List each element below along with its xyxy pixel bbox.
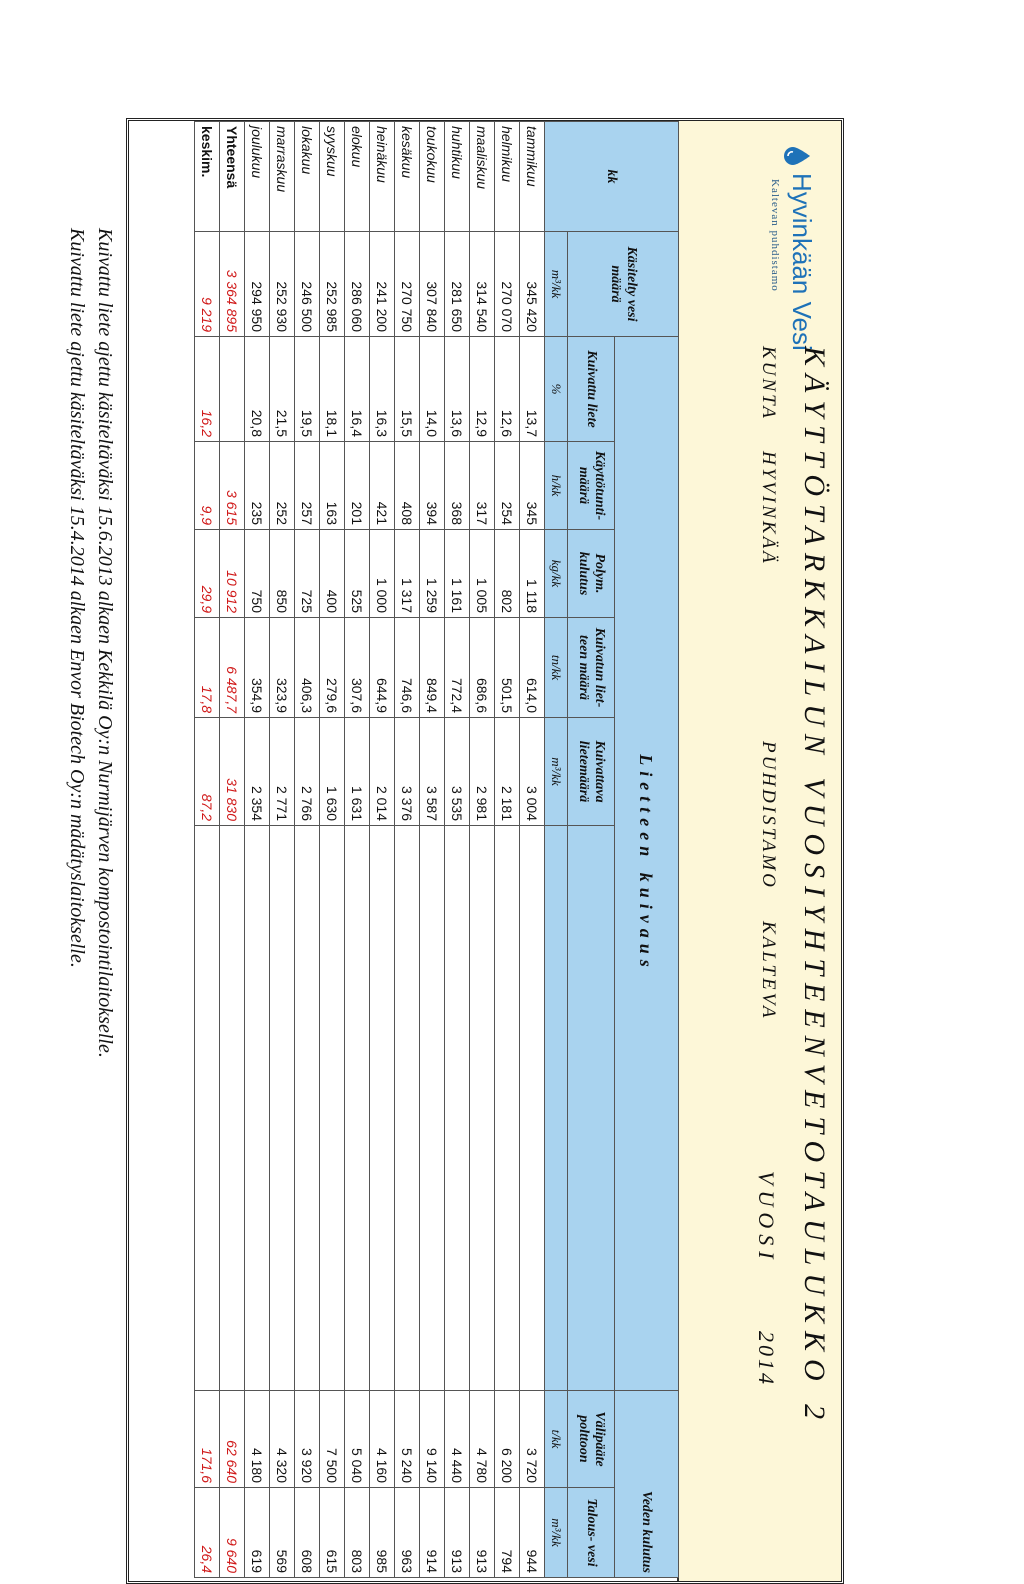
cell-kk: kesäkuu <box>395 122 420 232</box>
cell-kuivmaa: 31 830 <box>220 718 245 826</box>
cell-kuivmaa: 3 535 <box>445 718 470 826</box>
cell-kuivlie: 17,8 <box>195 618 220 718</box>
cell-vesi: 286 060 <box>345 232 370 337</box>
kunta-label: KUNTA <box>758 346 779 421</box>
cell-polym: 29,9 <box>195 530 220 618</box>
cell-kaytto: 235 <box>245 442 270 530</box>
cell-empty <box>520 826 545 1391</box>
table-row <box>445 122 470 1578</box>
cell-polym: 10 912 <box>220 530 245 618</box>
cell-kuivlie: 6 487,7 <box>220 618 245 718</box>
unit-kuivmaa: m³/kk <box>545 718 568 826</box>
table-row <box>495 122 520 1578</box>
cell-polym: 1 118 <box>520 530 545 618</box>
cell-vesi: 270 070 <box>495 232 520 337</box>
cell-empty <box>320 826 345 1391</box>
cell-valipaa: 7 500 <box>320 1391 345 1488</box>
cell-polym: 750 <box>245 530 270 618</box>
cell-kuivmaa: 2 354 <box>245 718 270 826</box>
cell-talous: 619 <box>245 1488 270 1578</box>
cell-valipaa: 3 720 <box>520 1391 545 1488</box>
col-header-kuivattu: Kuivattu liete <box>568 337 615 442</box>
cell-valipaa: 4 180 <box>245 1391 270 1488</box>
cell-empty <box>470 826 495 1391</box>
total-row <box>220 122 245 1578</box>
cell-talous: 569 <box>270 1488 295 1578</box>
cell-polym: 1 161 <box>445 530 470 618</box>
table-row <box>320 122 345 1578</box>
cell-kaytto: 421 <box>370 442 395 530</box>
cell-empty <box>245 826 270 1391</box>
unit-kuivattu: % <box>545 337 568 442</box>
cell-vesi: 345 420 <box>520 232 545 337</box>
cell-kk: lokakuu <box>295 122 320 232</box>
cell-talous: 985 <box>370 1488 395 1578</box>
table-row <box>345 122 370 1578</box>
cell-kk: Yhteensä <box>220 122 245 232</box>
cell-kaytto: 394 <box>420 442 445 530</box>
cell-vesi: 241 200 <box>370 232 395 337</box>
group-header-liete: Lietteen kuivaus <box>614 337 678 1391</box>
cell-empty <box>295 826 320 1391</box>
cell-kuivlie: 354,9 <box>245 618 270 718</box>
cell-vesi: 246 500 <box>295 232 320 337</box>
cell-vesi: 281 650 <box>445 232 470 337</box>
table-body <box>195 122 545 1578</box>
cell-kk: marraskuu <box>270 122 295 232</box>
puhdistamo-value: KALTEVA <box>758 921 779 1021</box>
cell-kuivattu: 20,8 <box>245 337 270 442</box>
cell-kuivlie: 849,4 <box>420 618 445 718</box>
cell-talous: 615 <box>320 1488 345 1578</box>
puhdistamo-label: PUHDISTAMO <box>758 741 779 890</box>
cell-vesi: 3 364 895 <box>220 232 245 337</box>
cell-kk: keskim. <box>195 122 220 232</box>
cell-vesi: 270 750 <box>395 232 420 337</box>
cell-talous: 914 <box>420 1488 445 1578</box>
cell-valipaa: 6 200 <box>495 1391 520 1488</box>
cell-kuivmaa: 3 587 <box>420 718 445 826</box>
cell-kuivmaa: 1 630 <box>320 718 345 826</box>
cell-kuivlie: 501,5 <box>495 618 520 718</box>
cell-kuivlie: 746,6 <box>395 618 420 718</box>
kunta-value: HYVINKÄÄ <box>758 451 779 566</box>
cell-talous: 913 <box>470 1488 495 1578</box>
cell-empty <box>195 826 220 1391</box>
table-row <box>395 122 420 1578</box>
cell-kk: heinäkuu <box>370 122 395 232</box>
group-header-vesi: Veden kulutus <box>614 1391 678 1578</box>
cell-kaytto: 252 <box>270 442 295 530</box>
cell-kuivattu: 16,4 <box>345 337 370 442</box>
unit-kaytto: h/kk <box>545 442 568 530</box>
cell-kaytto: 408 <box>395 442 420 530</box>
cell-kk: huhtikuu <box>445 122 470 232</box>
cell-talous: 9 640 <box>220 1488 245 1578</box>
title-banner <box>677 121 841 1581</box>
cell-polym: 1 317 <box>395 530 420 618</box>
cell-polym: 1 259 <box>420 530 445 618</box>
brand-logo <box>755 145 825 375</box>
cell-polym: 400 <box>320 530 345 618</box>
cell-polym: 725 <box>295 530 320 618</box>
cell-kuivmaa: 2 981 <box>470 718 495 826</box>
cell-valipaa: 4 780 <box>470 1391 495 1488</box>
cell-empty <box>445 826 470 1391</box>
cell-empty <box>220 826 245 1391</box>
col-header-vesi: Käsitelty vesi määrä <box>568 232 679 337</box>
cell-kuivattu: 13,6 <box>445 337 470 442</box>
unit-kuivlie: tn/kk <box>545 618 568 718</box>
table-row <box>245 122 270 1578</box>
cell-kaytto: 368 <box>445 442 470 530</box>
cell-kaytto: 254 <box>495 442 520 530</box>
cell-kuivmaa: 2 181 <box>495 718 520 826</box>
average-row <box>195 122 220 1578</box>
cell-kuivattu: 21,5 <box>270 337 295 442</box>
cell-vesi: 294 950 <box>245 232 270 337</box>
cell-polym: 802 <box>495 530 520 618</box>
cell-kuivattu: 13,7 <box>520 337 545 442</box>
cell-valipaa: 4 160 <box>370 1391 395 1488</box>
cell-kuivattu: 16,3 <box>370 337 395 442</box>
col-header-kuivmaa: Kuivattava lietemäärä <box>568 718 615 826</box>
table-row <box>270 122 295 1578</box>
cell-kuivlie: 406,3 <box>295 618 320 718</box>
cell-empty <box>270 826 295 1391</box>
cell-vesi: 9 219 <box>195 232 220 337</box>
cell-kk: elokuu <box>345 122 370 232</box>
cell-talous: 794 <box>495 1488 520 1578</box>
cell-vesi: 314 540 <box>470 232 495 337</box>
cell-polym: 850 <box>270 530 295 618</box>
unit-valipaa: t/kk <box>545 1391 568 1488</box>
water-drop-icon <box>783 145 811 167</box>
cell-kaytto: 9,9 <box>195 442 220 530</box>
cell-valipaa: 62 640 <box>220 1391 245 1488</box>
cell-kaytto: 317 <box>470 442 495 530</box>
cell-kuivattu: 14,0 <box>420 337 445 442</box>
cell-vesi: 252 985 <box>320 232 345 337</box>
cell-polym: 525 <box>345 530 370 618</box>
cell-kuivmaa: 1 631 <box>345 718 370 826</box>
col-header-empty <box>568 826 615 1391</box>
col-header-valipaa: Välipääte polttoon <box>568 1391 615 1488</box>
cell-valipaa: 5 040 <box>345 1391 370 1488</box>
cell-kuivmaa: 2 771 <box>270 718 295 826</box>
table-row <box>295 122 320 1578</box>
cell-kuivattu: 12,6 <box>495 337 520 442</box>
table-row <box>420 122 445 1578</box>
vuosi-value: 2014 <box>754 1331 779 1387</box>
cell-kk: helmikuu <box>495 122 520 232</box>
cell-talous: 963 <box>395 1488 420 1578</box>
cell-kk: toukokuu <box>420 122 445 232</box>
cell-kuivlie: 772,4 <box>445 618 470 718</box>
cell-kuivlie: 644,9 <box>370 618 395 718</box>
cell-empty <box>420 826 445 1391</box>
cell-kaytto: 201 <box>345 442 370 530</box>
summary-table <box>194 121 679 1578</box>
cell-kk: syyskuu <box>320 122 345 232</box>
cell-valipaa: 3 920 <box>295 1391 320 1488</box>
cell-valipaa: 171,6 <box>195 1391 220 1488</box>
cell-kuivlie: 307,6 <box>345 618 370 718</box>
brand-name: Hyvinkään Vesi <box>787 173 817 351</box>
cell-kuivattu <box>220 337 245 442</box>
cell-vesi: 252 930 <box>270 232 295 337</box>
cell-polym: 1 000 <box>370 530 395 618</box>
cell-valipaa: 4 440 <box>445 1391 470 1488</box>
cell-talous: 913 <box>445 1488 470 1578</box>
cell-kuivattu: 15,5 <box>395 337 420 442</box>
cell-kuivmaa: 2 766 <box>295 718 320 826</box>
cell-talous: 26,4 <box>195 1488 220 1578</box>
table-row <box>370 122 395 1578</box>
cell-kuivlie: 279,6 <box>320 618 345 718</box>
col-header-kk: kk <box>545 122 679 232</box>
cell-talous: 608 <box>295 1488 320 1578</box>
cell-kuivmaa: 3 376 <box>395 718 420 826</box>
cell-valipaa: 9 140 <box>420 1391 445 1488</box>
page-title: KÄYTTÖTARKKAILUN VUOSIYHTEENVETOTAULUKKO 2 <box>798 346 831 1428</box>
cell-vesi: 307 840 <box>420 232 445 337</box>
cell-valipaa: 5 240 <box>395 1391 420 1488</box>
cell-kuivlie: 686,6 <box>470 618 495 718</box>
cell-kuivlie: 323,9 <box>270 618 295 718</box>
cell-polym: 1 005 <box>470 530 495 618</box>
table-row <box>470 122 495 1578</box>
cell-kuivattu: 19,5 <box>295 337 320 442</box>
cell-kk: tammikuu <box>520 122 545 232</box>
cell-talous: 803 <box>345 1488 370 1578</box>
cell-kaytto: 345 <box>520 442 545 530</box>
cell-empty <box>395 826 420 1391</box>
col-header-kaytto: Käyttötunti- määrä <box>568 442 615 530</box>
col-header-polym: Polym. kulutus <box>568 530 615 618</box>
table-row <box>520 122 545 1578</box>
col-header-kuivlie: Kuivatun liet- teen määrä <box>568 618 615 718</box>
cell-kaytto: 163 <box>320 442 345 530</box>
brand-subtitle: Kaltevan puhdistamo <box>769 179 781 292</box>
unit-empty <box>545 826 568 1391</box>
cell-talous: 944 <box>520 1488 545 1578</box>
cell-empty <box>345 826 370 1391</box>
footnote-1: Kuivattu liete ajettu käsiteltäväksi 15.6.2013 alkaen Kekkilä Oy:n Nurmijärven kompostointilaitokselle. <box>94 228 116 1058</box>
cell-kuivmaa: 87,2 <box>195 718 220 826</box>
report-frame <box>126 118 844 1584</box>
col-header-talous: Talous- vesi <box>568 1488 615 1578</box>
cell-kaytto: 257 <box>295 442 320 530</box>
cell-valipaa: 4 320 <box>270 1391 295 1488</box>
unit-talous: m³/kk <box>545 1488 568 1578</box>
cell-empty <box>495 826 520 1391</box>
cell-kk: joulukuu <box>245 122 270 232</box>
footnote-2: Kuivattu liete ajettu käsiteltäväksi 15.4.2014 alkaen Envor Biotech Oy:n mädätyslaitokselle. <box>66 228 88 968</box>
vuosi-label: VUOSI <box>754 1171 779 1265</box>
cell-kuivattu: 12,9 <box>470 337 495 442</box>
cell-kuivmaa: 2 014 <box>370 718 395 826</box>
cell-kuivlie: 614,0 <box>520 618 545 718</box>
unit-polym: kg/kk <box>545 530 568 618</box>
cell-kk: maaliskuu <box>470 122 495 232</box>
cell-kuivattu: 18,1 <box>320 337 345 442</box>
cell-kuivattu: 16,2 <box>195 337 220 442</box>
cell-empty <box>370 826 395 1391</box>
cell-kuivmaa: 3 004 <box>520 718 545 826</box>
cell-kaytto: 3 615 <box>220 442 245 530</box>
unit-vesi: m³/kk <box>545 232 568 337</box>
